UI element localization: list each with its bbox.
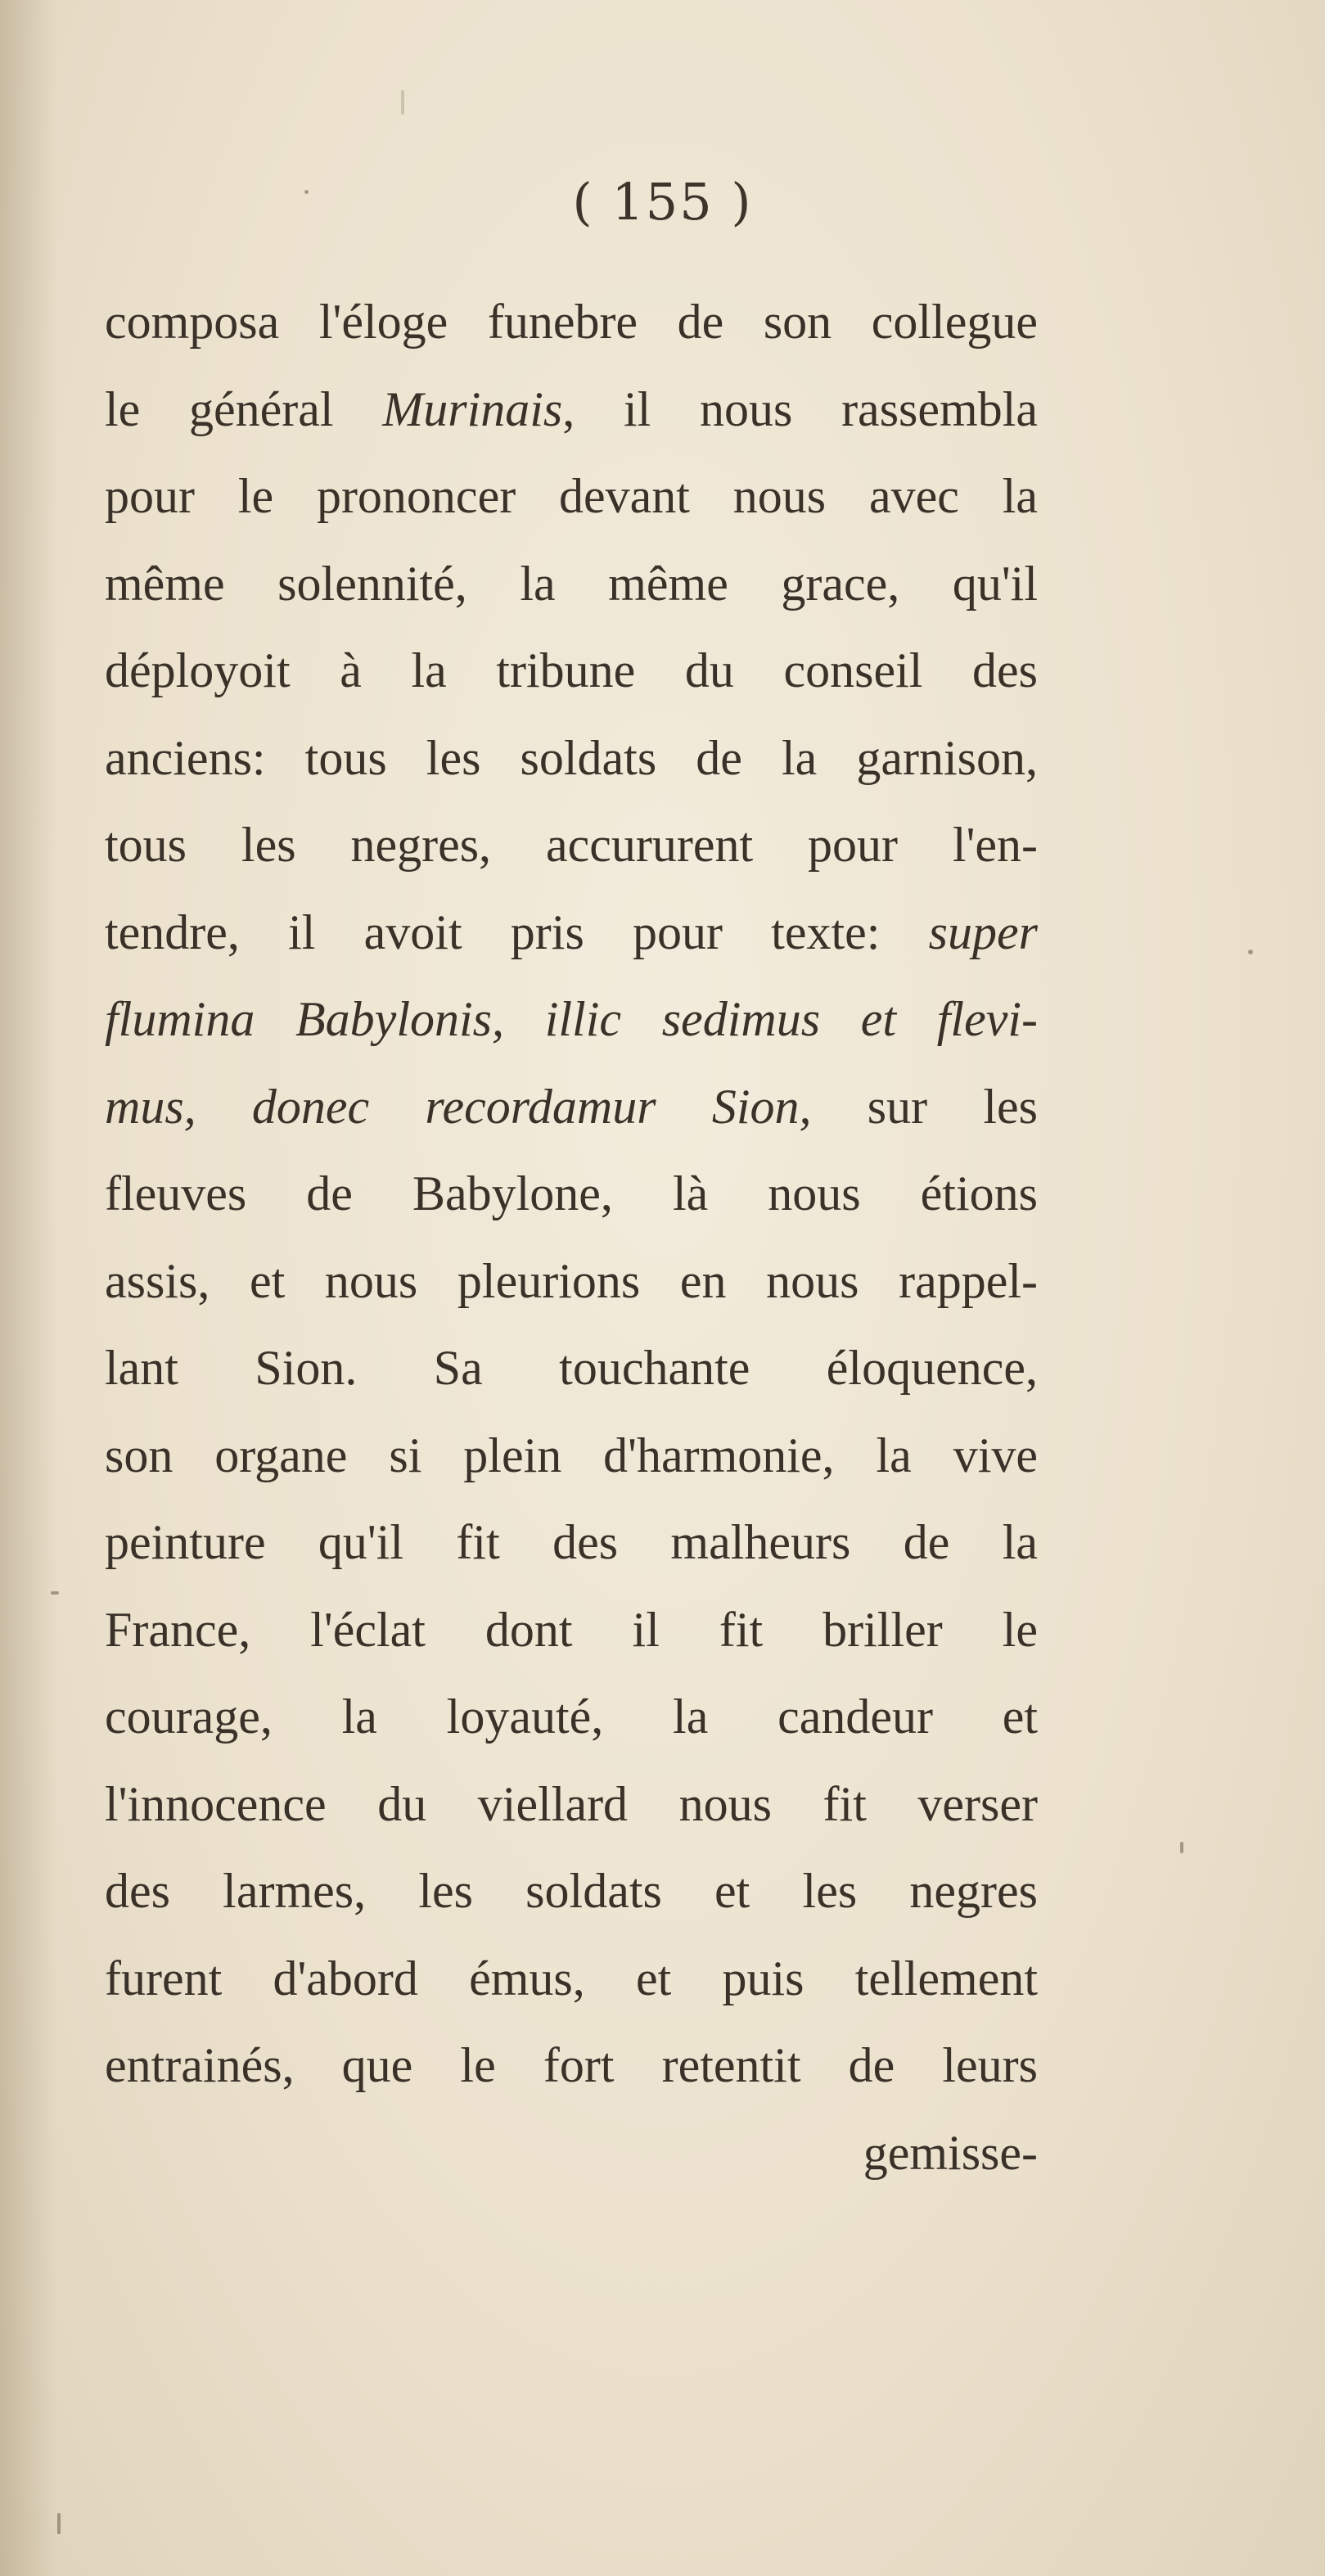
text-line	[105, 1761, 1038, 1848]
text-run: son organe si plein d'harmonie, la vive	[105, 1428, 1038, 1482]
italic-text: mus, donec recordamur Sion,	[105, 1079, 812, 1134]
paper-speck	[57, 2513, 61, 2534]
text-run: entrainés, que le fort retentit de leurs	[105, 2038, 1038, 2092]
text-line	[105, 1586, 1038, 1674]
page-number: ( 155 )	[572, 172, 753, 232]
text-line	[105, 1499, 1038, 1586]
paper-speck	[51, 1591, 59, 1595]
text-line	[105, 2109, 1038, 2197]
text-line	[105, 889, 1038, 977]
text-line	[105, 627, 1038, 715]
text-run: tendre, il avoit pris pour texte:	[105, 905, 929, 959]
text-run: des larmes, les soldats et les negres	[105, 1864, 1038, 1918]
text-run: pour le prononcer devant nous avec la	[105, 469, 1038, 523]
text-line	[105, 801, 1038, 889]
text-line	[105, 1324, 1038, 1412]
italic-text: super	[928, 905, 1038, 959]
paper-speck	[1248, 950, 1253, 954]
body-text	[105, 278, 1038, 2196]
text-line	[105, 366, 1038, 453]
text-run: lant Sion. Sa touchante éloquence,	[105, 1341, 1038, 1395]
text-line	[105, 1063, 1038, 1151]
text-run: l'innocence du viellard nous fit verser	[105, 1776, 1038, 1831]
text-run: gemisse-	[863, 2125, 1038, 2180]
text-line	[105, 1673, 1038, 1761]
text-line	[105, 278, 1038, 366]
text-run: , il nous rassembla	[562, 381, 1038, 436]
text-line	[105, 1847, 1038, 1935]
italic-text: flumina Babylonis, illic sedimus et flevi-	[105, 992, 1038, 1046]
text-line	[105, 1412, 1038, 1500]
paper-speck	[304, 190, 309, 194]
text-run: fleuves de Babylone, là nous étions	[105, 1166, 1038, 1220]
text-line	[105, 715, 1038, 802]
text-run: sur les	[811, 1079, 1038, 1134]
text-line	[105, 2022, 1038, 2109]
text-line	[105, 540, 1038, 628]
text-line	[105, 976, 1038, 1063]
text-run: courage, la loyauté, la candeur et	[105, 1690, 1038, 1744]
text-line	[105, 453, 1038, 540]
text-line	[105, 1150, 1038, 1238]
text-run: France, l'éclat dont il fit briller le	[105, 1602, 1038, 1657]
text-run: peinture qu'il fit des malheurs de la	[105, 1515, 1038, 1569]
text-run: furent d'abord émus, et puis tellement	[105, 1951, 1038, 2005]
text-run: déployoit à la tribune du conseil des	[105, 643, 1038, 697]
text-line	[105, 1238, 1038, 1325]
italic-text: Murinais	[382, 381, 563, 436]
text-run: même solennité, la même grace, qu'il	[105, 556, 1038, 611]
binding-gutter-shadow	[0, 0, 57, 2576]
text-run: le général	[105, 381, 383, 436]
text-run: tous les negres, accururent pour l'en-	[105, 818, 1038, 872]
text-run: composa l'éloge funebre de son collegue	[105, 295, 1038, 349]
text-run: assis, et nous pleurions en nous rappel-	[105, 1253, 1038, 1308]
paper-speck	[1180, 1842, 1183, 1853]
text-line	[105, 1935, 1038, 2023]
text-run: anciens: tous les soldats de la garnison,	[105, 730, 1038, 785]
paper-speck	[401, 90, 404, 115]
